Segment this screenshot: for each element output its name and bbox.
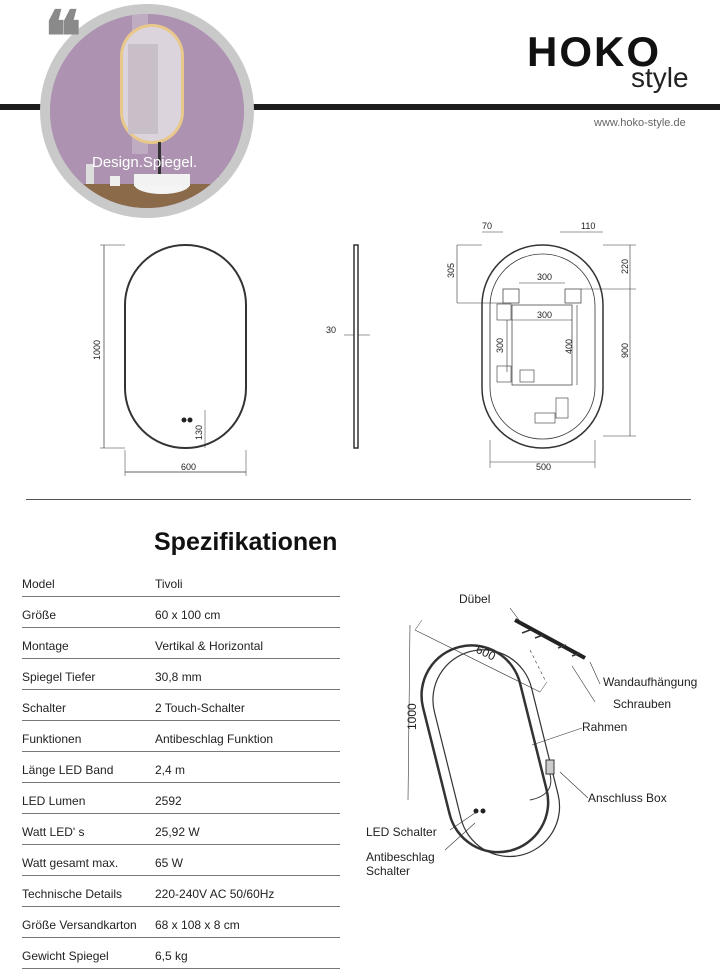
- spec-value: 2,4 m: [155, 763, 186, 777]
- spec-key: Spiegel Tiefer: [22, 670, 96, 684]
- spec-key: Technische Details: [22, 887, 123, 901]
- spec-value: Antibeschlag Funktion: [155, 732, 274, 746]
- spec-row: [22, 689, 340, 721]
- spec-key: Gewicht Spiegel: [22, 949, 109, 963]
- spec-value: 25,92 W: [155, 825, 200, 839]
- dim-back-110: 110: [581, 221, 596, 231]
- spec-row: [22, 937, 340, 969]
- technical-drawings: [0, 210, 720, 490]
- spec-key: Model: [22, 577, 55, 591]
- dim-back-500: 500: [536, 462, 552, 472]
- spec-value: Vertikal & Horizontal: [155, 639, 264, 653]
- spec-value: 2 Touch-Schalter: [155, 701, 245, 715]
- spec-value: 30,8 mm: [155, 670, 202, 684]
- switch-icon: [474, 809, 479, 814]
- spec-row: [22, 627, 340, 659]
- spec-row: [22, 782, 340, 814]
- badge-caption: Design.Spiegel.: [92, 154, 198, 171]
- wall-bracket: [515, 620, 585, 658]
- label-dubel: Dübel: [459, 592, 491, 606]
- spec-value: Tivoli: [155, 577, 183, 591]
- dim-back-220: 220: [620, 258, 630, 274]
- dim-back-305: 305: [446, 262, 456, 278]
- brand-logo: HOKO: [527, 28, 661, 75]
- label-rahmen: Rahmen: [582, 720, 628, 734]
- dim-back-900: 900: [620, 342, 630, 358]
- quote-icon: ❝: [44, 0, 82, 78]
- spec-value: 220-240V AC 50/60Hz: [155, 887, 275, 901]
- spec-row: [22, 720, 340, 752]
- front-view-frame: [125, 245, 246, 448]
- label-wandaufhaengung: Wandaufhängung: [603, 675, 698, 689]
- spec-value: 6,5 kg: [155, 949, 188, 963]
- section-divider: [26, 499, 691, 500]
- dim-back-300-side: 300: [495, 337, 505, 353]
- label-schrauben: Schrauben: [613, 697, 672, 711]
- spec-value: 68 x 108 x 8 cm: [155, 918, 240, 932]
- spec-row: [22, 658, 340, 690]
- dim-switch-offset: 130: [194, 424, 204, 440]
- iso-width-label: 600: [473, 642, 498, 664]
- spec-row: [22, 906, 340, 938]
- side-view: [354, 245, 358, 448]
- label-antibeschlag-schalter: Schalter: [366, 864, 411, 878]
- dim-back-300-top: 300: [537, 272, 553, 282]
- spec-row: [22, 875, 340, 907]
- spec-key: Watt LED' s: [22, 825, 85, 839]
- spec-title: Spezifikationen: [154, 528, 338, 556]
- spec-value: 65 W: [155, 856, 184, 870]
- spec-key: Länge LED Band: [22, 763, 114, 777]
- spec-row: [22, 565, 340, 597]
- spec-value: 60 x 100 cm: [155, 608, 221, 622]
- iso-height-label: 1000: [405, 703, 419, 730]
- label-led-schalter: LED Schalter: [366, 825, 437, 839]
- switch-icon: [481, 809, 486, 814]
- spec-key: Größe: [22, 608, 57, 622]
- connection-box-icon: [546, 760, 554, 774]
- spec-row: [22, 751, 340, 783]
- dim-front-height: 1000: [92, 339, 102, 360]
- dim-back-400: 400: [564, 338, 574, 354]
- spec-row: [22, 596, 340, 628]
- spec-key: Watt gesamt max.: [22, 856, 119, 870]
- dim-back-70: 70: [482, 221, 493, 231]
- dim-back-300-mid: 300: [537, 310, 553, 320]
- spec-row: [22, 813, 340, 845]
- spec-key: Größe Versandkarton: [22, 918, 137, 932]
- label-anschluss-box: Anschluss Box: [588, 791, 667, 805]
- switch-icon: [182, 418, 187, 423]
- website-url[interactable]: www.hoko-style.de: [594, 117, 686, 129]
- spec-value: 2592: [155, 794, 182, 808]
- switch-icon: [188, 418, 193, 423]
- spec-row: [22, 844, 340, 876]
- spec-key: Schalter: [22, 701, 67, 715]
- dim-front-width: 600: [181, 462, 197, 472]
- spec-key: Montage: [22, 639, 69, 653]
- spec-key: LED Lumen: [22, 794, 86, 808]
- dim-side-depth: 30: [326, 325, 337, 335]
- spec-key: Funktionen: [22, 732, 82, 746]
- brand-logo-sub: style: [631, 62, 689, 93]
- label-antibeschlag: Antibeschlag: [366, 850, 435, 864]
